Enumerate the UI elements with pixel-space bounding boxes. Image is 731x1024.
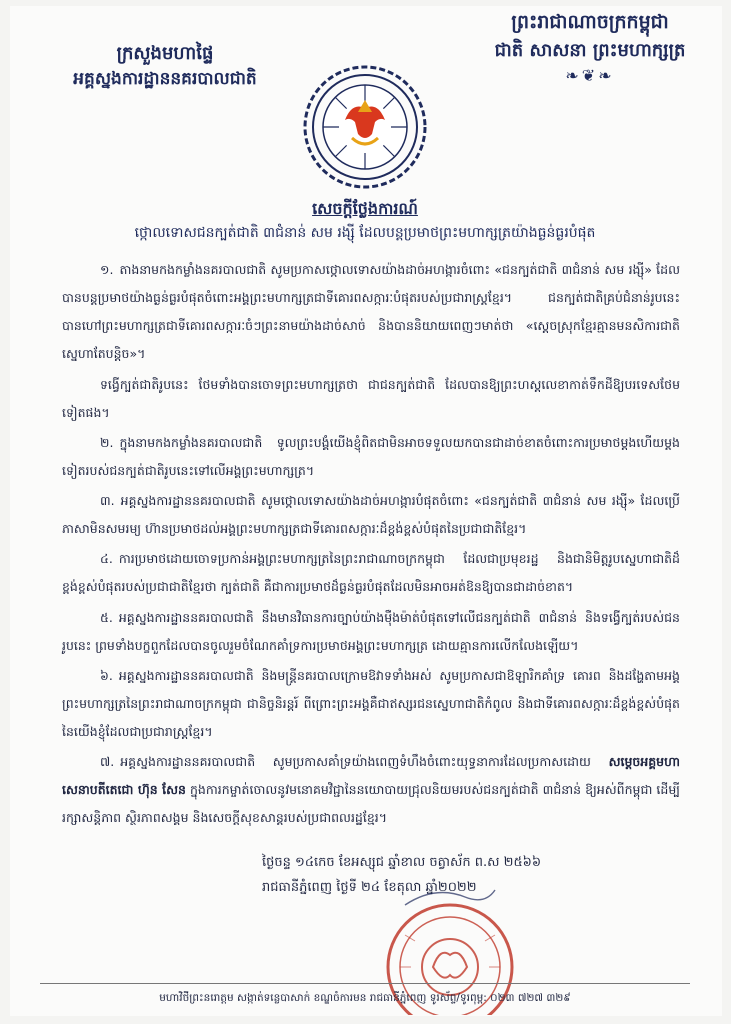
national-motto: ជាតិ សាសនា ព្រះមហាក្សត្រ xyxy=(494,39,686,61)
ornament-icon: ❧❦❧ xyxy=(565,65,615,85)
department-name: អគ្គស្នងការដ្ឋាននគរបាលជាតិ xyxy=(73,69,257,89)
kingdom-header xyxy=(465,8,715,88)
paragraph-7: ៧. អគ្គស្នងការដ្ឋាននគរបាលជាតិ សូមប្រកាសគាំទ្រយ៉ាងពេញទំហឹងចំពោះយុទ្ធនាការដែលប្រកាសដោយ សម្តេចអគ្គមហាសេនាបតីតេជោ ហ៊ុន សែន ក្នុងការកម្ចាត់ចោលនូវមនោគមវិជ្ជានៃនយោបាយជ្រុលនិយមរបស់ជនក្បត់ជាតិ ៣ជំនាន់ ឱ្យអស់ពីកម្ពុជា ដើម្បីរក្សាសន្តិភាព ស្ថិរភាពសង្គម និងសេចក្តីសុខសាន្តរបស់ប្រជាពលរដ្ឋខ្មែរ។ xyxy=(62,754,680,826)
document-subtitle: ថ្កោលទោសជនក្បត់ជាតិ ៣ជំនាន់ សម រង្ស៊ី ដែលបន្តប្រមាថព្រះមហាក្សត្រយ៉ាងធ្ងន់ធ្ងរបំផុត xyxy=(134,225,596,241)
leader-name: សម្តេចអគ្គមហាសេនាបតីតេជោ ហ៊ុន សែន xyxy=(62,754,680,798)
national-police-emblem-icon xyxy=(300,62,430,192)
lunar-date: ថ្ងៃចន្ទ ១៤កេច ខែអស្សុជ ឆ្នាំខាល ចត្វាស័ក ព.ស ២៥៦៦ xyxy=(262,855,542,870)
document-body xyxy=(62,256,680,835)
paragraph-1: ១. តាងនាមកងកម្លាំងនគរបាលជាតិ សូមប្រកាសថ្កោលទោសយ៉ាងដាច់អហង្ការចំពោះ «ជនក្បត់ជាតិ ៣ជំនាន់ សម រង្ស៊ី» ដែលបានបន្តប្រមាថយ៉ាងធ្ងន់ធ្ងរបំផុតចំពោះអង្គព្រះមហាក្សត្រជាទីគោរពសក្ការៈបំផុតរបស់ប្រជារាស្ត្រខ្មែរ។ ជនក្បត់ជាតិគ្រប់ជំនាន់រូបនេះ បានហៅព្រះមហាក្សត្រជាទីគោរពសក្ការៈចំៗព្រះនាមយ៉ាងដាច់សាច់ និងបាននិយាយពេញៗមាត់ថា «ស្តេចស្រុកខ្មែរគ្មានមនសិការជាតិស្នេហាតែបន្តិច»។ xyxy=(62,262,680,362)
paragraph-6: ៦. អគ្គស្នងការដ្ឋាននគរបាលជាតិ និងមន្ត្រីនគរបាលក្រោមឱវាទទាំងអស់ សូមប្រកាសជាឱឡារិកគាំទ្រ គោរព និងដង្ហែតាមអង្គព្រះមហាក្សត្រនៃព្រះរាជាណាចក្រកម្ពុជា ជានិច្ចនិរន្តរ៍ ពីព្រោះព្រះអង្គគឺជាឥស្សរជនស្នេហាជាតិកំពូល និងជាទីគោរពសក្ការៈដ៏ខ្ពង់ខ្ពស់បំផុតនៃយើងខ្ញុំដែលជាប្រជារាស្ត្រខ្មែរ។ xyxy=(62,667,680,739)
kingdom-name: ព្រះរាជាណាចក្រកម្ពុជា xyxy=(511,11,669,33)
footer-address: មហាវិថីព្រះនរោត្តម សង្កាត់ទន្លេបាសាក់ ខណ្ឌចំការមន រាជធានីភ្នំពេញ ទូរស័ព្ទ/ទូរពុម្ព: ០២៣ ៧២៧ ៣២៩ xyxy=(159,992,571,1004)
paragraph-3: ៣. អគ្គស្នងការដ្ឋាននគរបាលជាតិ សូមថ្កោលទោសយ៉ាងដាច់អហង្ការបំផុតចំពោះ «ជនក្បត់ជាតិ ៣ជំនាន់ សម រង្ស៊ី» ដែលប្រើភាសាមិនសមរម្យ ហ៊ានប្រមាថដល់អង្គព្រះមហាក្សត្រជាទីគោរពសក្ការៈដ៏ខ្ពង់ខ្ពស់បំផុតនៃប្រជាជាតិខ្មែរ។ xyxy=(62,493,680,537)
paragraph-1-continued: ទង្វើក្បត់ជាតិរូបនេះ ថែមទាំងបានចោទព្រះមហាក្សត្រថា ជាជនក្បត់ជាតិ ដែលបានឱ្យព្រះហស្តលេខាកាត់ទឹកដីឱ្យបរទេសថែមទៀតផង។ xyxy=(62,376,680,420)
footer-divider xyxy=(40,983,690,984)
solar-date: រាជធានីភ្នំពេញ ថ្ងៃទី ២៤ ខែតុលា ឆ្នាំ២០២២ xyxy=(262,879,477,895)
paragraph-4: ៤. ការប្រមាថដោយចោទប្រកាន់អង្គព្រះមហាក្សត្រនៃព្រះរាជាណាចក្រកម្ពុជា ដែលជាប្រមុខរដ្ឋ និងជានិមិត្តរូបស្នេហាជាតិដ៏ខ្ពង់ខ្ពស់បំផុតរបស់ប្រជាជាតិខ្មែរថា ក្បត់ជាតិ គឺជាការប្រមាថដ៏ធ្ងន់ធ្ងរបំផុតដែលមិនអាចអត់ឱនឱ្យបានជាដាច់ខាត។ xyxy=(62,551,680,595)
document-title: សេចក្តីថ្លែងការណ៍ xyxy=(312,199,418,218)
paragraph-2: ២. ក្នុងនាមកងកម្លាំងនគរបាលជាតិ ទូលព្រះបង្គំយើងខ្ញុំពិតជាមិនអាចទទួលយកបានជាដាច់ខាតចំពោះការប្រមាថម្តងហើយម្តងទៀតរបស់ជនក្បត់ជាតិរូបនេះទៅលើអង្គព្រះមហាក្សត្រ។ xyxy=(62,434,680,478)
ministry-name: ក្រសួងមហាផ្ទៃ xyxy=(116,43,214,64)
paragraph-5: ៥. អគ្គស្នងការដ្ឋាននគរបាលជាតិ នឹងមានវិធានការច្បាប់យ៉ាងម៉ឺងម៉ាត់បំផុតទៅលើជនក្បត់ជាតិ ៣ជំនាន់ និងទង្វើក្បត់របស់ជនរូបនេះ ព្រមទាំងបក្ខពួកដែលបានចូលរួមចំណែកគាំទ្រការប្រមាថអង្គព្រះមហាក្សត្រ ដោយគ្មានការលើកលែងឡើយ។ xyxy=(62,609,680,653)
ministry-header xyxy=(40,40,290,93)
